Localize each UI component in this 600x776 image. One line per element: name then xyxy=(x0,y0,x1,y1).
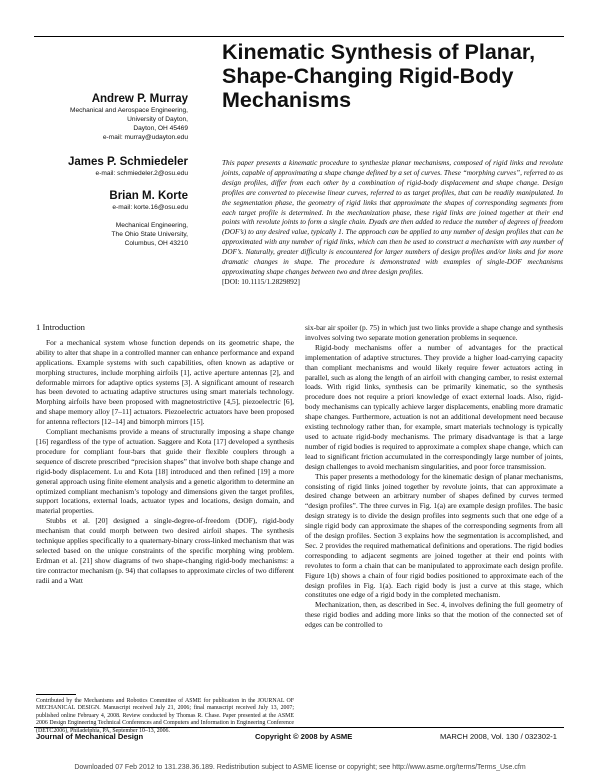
paper-title: Kinematic Synthesis of Planar, Shape-Changing Rigid-Body Mechanisms xyxy=(222,40,536,112)
author-block-1 xyxy=(70,92,188,142)
paragraph: Compliant mechanisms provide a means of structurally imposing a shape change [16] regardless of the type of actuation. Saggere and Kota [17] developed a synthesis procedure for compliant four-bars that guide their flexible couplers through a sequence of discrete prescribed “precision shapes” that involve both shape change and rigid-body displacement. Lu and Kota [18] introduced and then refined [19] a more general approach using finite element analysis and a genetic algorithm to determine an optimized compliant mechanism’s topology and dimensions given the target profiles, support locations, external loads, actuator types and locations, design domain, and material properties. xyxy=(36,427,294,516)
left-column xyxy=(36,323,294,586)
author-name: James P. Schmiedeler xyxy=(68,156,188,168)
author-affiliation-line: Columbus, OH 43210 xyxy=(124,240,188,247)
paragraph: Stubbs et al. [20] designed a single-degree-of-freedom (DOF), rigid-body mechanism that could morph between two desired airfoil shapes. The synthesis technique applies specifically to a quaternary-binary cross-linked mechanism that was selected based on the unique constraints of the specific morphing wing problem. Erdman et al. [21] show diagrams of two shape-changing rigid-body mechanisms: a tire contractor mechanism (p. 94) that collapses to approximate circles of two different radii and a Watt xyxy=(36,516,294,585)
author-name: Brian M. Korte xyxy=(109,190,188,202)
author-email: e-mail: korte.16@osu.edu xyxy=(112,204,188,211)
footnote: Contributed by the Mechanisms and Robotics Committee of ASME for publication in the JOURNAL OF MECHANICAL DESIGN. Manuscript received July 21, 2006; final manuscript received July 13, 2007; published online February 4, 2008. Review conducted by Thomas R. Chase. Paper presented at the ASME 2006 Design Engineering Technical Conferences and Computers and Information in Engineering Conference (DETC2006), Philadelphia, PA, September 10–13, 2006. xyxy=(36,698,294,734)
author-email: e-mail: murray@udayton.edu xyxy=(102,134,188,141)
download-note: Downloaded 07 Feb 2012 to 131.238.36.189. Redistribution subject to ASME license or copyright; see http://www.asme.org/terms/Terms_Use.cfm xyxy=(74,764,526,771)
author-block-2 xyxy=(68,155,188,178)
author-name: Andrew P. Murray xyxy=(91,93,188,105)
author-affiliation-line: University of Dayton, xyxy=(127,116,188,123)
paragraph: This paper presents a methodology for the kinematic design of planar mechanisms, consisting of rigid links joined together by revolute joints, that can approximate a desired change between an arbitrary number of shapes defined by curves termed “design profiles”. The three curves in Fig. 1(a) are example design profiles. The basic design strategy is to divide the design profiles into segments such that one edge of a single rigid body can approximate the shapes of the corresponding segments from all of the design profiles. Section 3 explains how the segmentation is accomplished, and Sec. 2 provides the required mathematical definitions and operations. The rigid bodies corresponding to adjacent segments are joined together at their end points with revolutes to form a chain that can be manipulated to approximate each design profile. Figure 1(b) shows a chain of four rigid bodies positioned to approximate each of the design profiles in Fig. 1(a). Each rigid body is just a curve at this stage, which constitutes one edge of a rigid body in the completed mechanism. xyxy=(305,471,563,600)
right-column xyxy=(305,323,563,630)
paragraph: Mechanization, then, as described in Sec. 4, involves defining the full geometry of these rigid bodies and adding more links so that the motion of the connected set of edges can be controlled to xyxy=(305,600,563,630)
author-affiliation-line: Mechanical and Aerospace Engineering, xyxy=(69,107,188,114)
author-affiliation-spacer xyxy=(109,212,188,221)
footnote-rule xyxy=(36,694,76,695)
doi-link[interactable]: [DOI: 10.1115/1.2829892] xyxy=(222,276,300,286)
author-affiliation-line: Mechanical Engineering, xyxy=(115,222,188,229)
paragraph: Rigid-body mechanisms offer a number of advantages for the practical implementation of adaptive structures. They provide a higher load-carrying capacity than compliant mechanisms and would likely require fewer actuators acting in parallel, such as along the length of an airfoil with changing camber, to resist external loads. With rigid links, synthesis can be primarily kinematic, so the synthesis procedure does not require a priori knowledge of exact external loads. Also, rigid-body mechanisms can typically achieve larger displacements, enabling more dramatic shape changes. Furthermore, actuation is not an additional development need because existing technology rather than, for example, smart materials technology is typically used to actuate rigid-body mechanisms. The primary disadvantage is that a large number of rigid bodies is required to approximate a complex shape change, which can lead to significant friction accumulated in the correspondingly large number of joints, design challenges to avoid mechanism singularities, and poor force transmission. xyxy=(305,342,563,471)
section-heading: 1 Introduction xyxy=(36,322,85,332)
author-block-3 xyxy=(109,189,188,248)
journal-name: Journal of Mechanical Design xyxy=(36,732,144,741)
author-affiliation-line: Dayton, OH 45469 xyxy=(133,125,188,132)
abstract-text: This paper presents a kinematic procedure to synthesize planar mechanisms, composed of rigid links and revolute joints, capable of approximating a shape change defined by a set of curves. These “morphing curves”, referred to as design profiles, differ from each other by a combination of rigid-body displacement and shape change. Design profiles are converted to piecewise linear curves, referred to as target profiles, that can be readily manipulated. In the segmentation phase, the geometry of rigid links that approximate the shapes of corresponding segments from each target profile is determined. In the mechanization phase, these rigid links are joined together at their end points with revolute joints to form a single chain. Dyads are then added to reduce the number of degrees of freedom (DOF’s) to any desired value, typically 1. The approach can be applied to any number of design profiles that can be approximated with any number of rigid links, which can then be used to construct a mechanism with any number of DOF’s. Naturally, greater difficulty is encountered for larger numbers of design profiles and/or links and for more dramatic changes in shape. The procedure is demonstrated with examples of single-DOF mechanisms approximating shape changes between two and three design profiles. xyxy=(222,158,563,276)
author-email: e-mail: schmiedeler.2@osu.edu xyxy=(95,170,188,177)
paragraph: six-bar air spoiler (p. 75) in which just two links provide a shape change and synthesis involves solving two separate motion generation problems in sequence. xyxy=(305,323,563,342)
top-rule xyxy=(34,36,564,37)
issue-info: MARCH 2008, Vol. 130 / 032302-1 xyxy=(440,732,557,741)
abstract xyxy=(222,158,563,287)
author-affiliation-line: The Ohio State University, xyxy=(111,231,188,238)
footer-rule xyxy=(34,727,564,728)
copyright: Copyright © 2008 by ASME xyxy=(255,732,353,741)
paragraph: For a mechanical system whose function depends on its geometric shape, the ability to alter that shape in a controlled manner can enhance performance and expand applications. Example systems with such capabilities, often known as adaptive or morphing structures, include morphing airfoils [1], active aperture antennas [2], and deformable mirrors for adaptive optics systems [3]. A significant amount of research has been devoted to actuating adaptive structures using smart materials technology. Morphing airfoils have been proposed with magnetostrictive [4,5], piezoelectric [6], and shape memory alloy [7–11] actuators. Piezoelectric actuators have been proposed for antenna reflectors [12–14] and bimorph mirrors [15]. xyxy=(36,337,294,427)
